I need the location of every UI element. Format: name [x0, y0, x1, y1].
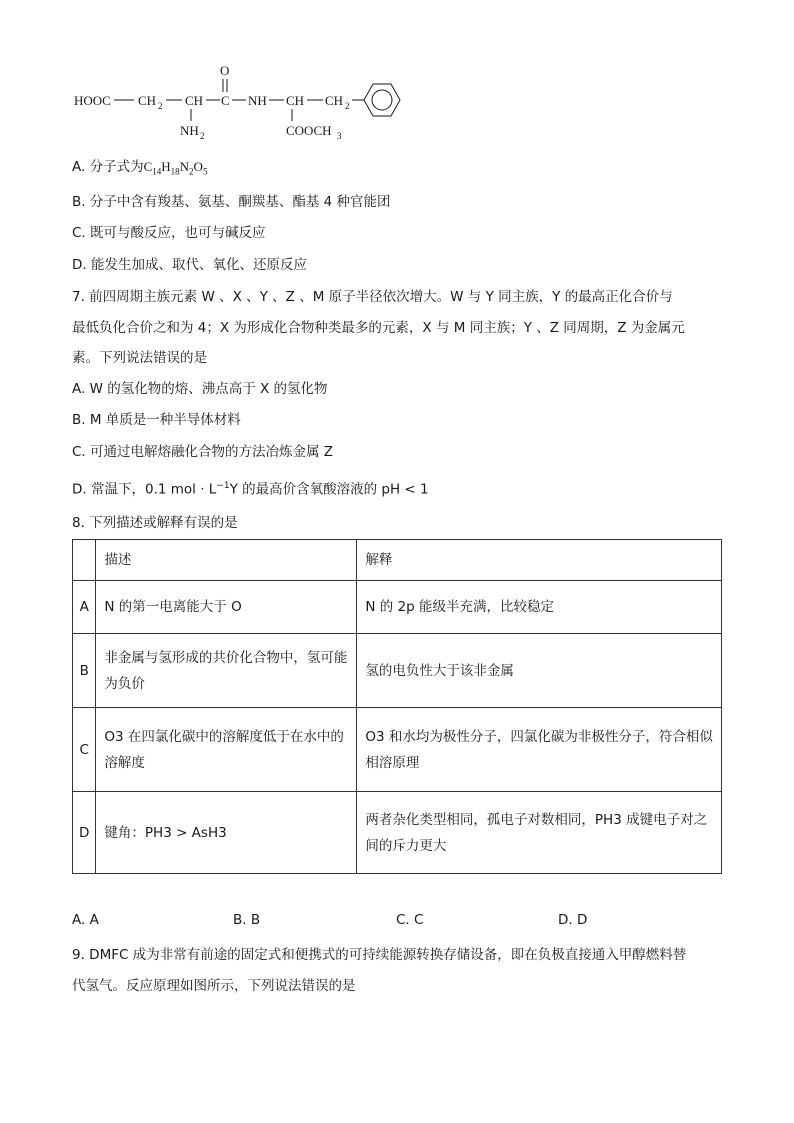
- svg-text:2: 2: [200, 131, 205, 140]
- formula-hooc: HOOC: [74, 93, 111, 108]
- row-explanation: N 的 2p 能级半充满，比较稳定: [357, 581, 722, 634]
- formula-ch2-benzyl: CH: [325, 93, 344, 108]
- q6-option-d[interactable]: D. 能发生加成、取代、氧化、还原反应: [72, 257, 307, 273]
- formula-ch-beta: CH: [286, 93, 305, 108]
- q7-option-b[interactable]: B. M 单质是一种半导体材料: [72, 412, 241, 428]
- q8-option-c[interactable]: C. C: [396, 912, 424, 928]
- q6-option-a[interactable]: A. 分子式为$C_{14}H_{18}N_2O_5$: [72, 159, 208, 177]
- formula-nh: NH: [248, 93, 267, 108]
- benzene-ring-icon: [364, 84, 400, 116]
- q7-stem-line2: 最低负化合价之和为 4；X 为形成化合物种类最多的元素，X 与 M 同主族；Y 、Z 同周期，Z 为金属元: [72, 320, 685, 336]
- formula-carbonyl-o: O: [220, 63, 230, 78]
- q7-option-d[interactable]: D. 常温下，0.1 mol · $L^{-1}Y$ 的最高价含氧酸溶液的 pH < 1: [72, 481, 429, 498]
- molecular-formula: $C_{14}H_{18}N_2O_5$: [143, 159, 208, 177]
- table-row: [73, 634, 722, 708]
- row-key: B: [73, 634, 96, 708]
- q8-table: [72, 539, 722, 874]
- q7-stem-line3: 素。下列说法错误的是: [72, 350, 207, 366]
- svg-text:2: 2: [158, 101, 163, 111]
- row-description: 键角：PH3 > AsH3: [96, 792, 357, 874]
- q8-option-a[interactable]: A. A: [72, 912, 99, 928]
- q7-option-a[interactable]: A. W 的氢化物的熔、沸点高于 X 的氢化物: [72, 381, 328, 397]
- row-description: O3 在四氯化碳中的溶解度低于在水中的溶解度: [96, 708, 357, 792]
- row-description: N 的第一电离能大于 O: [96, 581, 357, 634]
- q7-stem-line1: 7. 前四周期主族元素 W 、X 、Y 、Z 、M 原子半径依次增大。W 与 Y 同主族，Y 的最高正化合价与: [72, 289, 673, 305]
- q6-option-c[interactable]: C. 既可与酸反应，也可与碱反应: [72, 225, 266, 241]
- header-description: 描述: [96, 540, 357, 581]
- q9-stem-line2: 代氢气。反应原理如图所示，下列说法错误的是: [72, 978, 356, 994]
- svg-text:2: 2: [345, 101, 350, 111]
- table-row: [73, 581, 722, 634]
- row-explanation: O3 和水均为极性分子，四氯化碳为非极性分子，符合相似相溶原理: [357, 708, 722, 792]
- table-row: [73, 708, 722, 792]
- structural-formula: [70, 58, 410, 140]
- row-explanation: 氢的电负性大于该非金属: [357, 634, 722, 708]
- row-key: C: [73, 708, 96, 792]
- q6-option-b[interactable]: B. 分子中含有羧基、氨基、酮羰基、酯基 4 种官能团: [72, 194, 391, 210]
- q8-option-d[interactable]: D. D: [558, 912, 588, 928]
- row-explanation: 两者杂化类型相同，孤电子对数相同，PH3 成键电子对之间的斥力更大: [357, 792, 722, 874]
- table-row: [73, 792, 722, 874]
- row-description: 非金属与氢形成的共价化合物中，氢可能为负价: [96, 634, 357, 708]
- q9-stem-line1: 9. DMFC 成为非常有前途的固定式和便携式的可持续能源转换存储设备，即在负极直接通入甲醇燃料替: [72, 947, 687, 963]
- table-header-row: [73, 540, 722, 581]
- formula-carbonyl-c: C: [221, 93, 230, 108]
- formula-ch2: CH: [138, 93, 157, 108]
- header-explanation: 解释: [357, 540, 722, 581]
- formula-cooch3: COOCH: [286, 123, 332, 138]
- q7-option-c[interactable]: C. 可通过电解熔融化合物的方法冶炼金属 Z: [72, 444, 334, 460]
- formula-nh2: NH: [180, 123, 199, 138]
- q8-option-b[interactable]: B. B: [233, 912, 261, 928]
- row-key: D: [73, 792, 96, 874]
- q8-stem: 8. 下列描述或解释有误的是: [72, 515, 238, 531]
- svg-text:3: 3: [337, 131, 342, 140]
- row-key: A: [73, 581, 96, 634]
- formula-ch-alpha: CH: [185, 93, 204, 108]
